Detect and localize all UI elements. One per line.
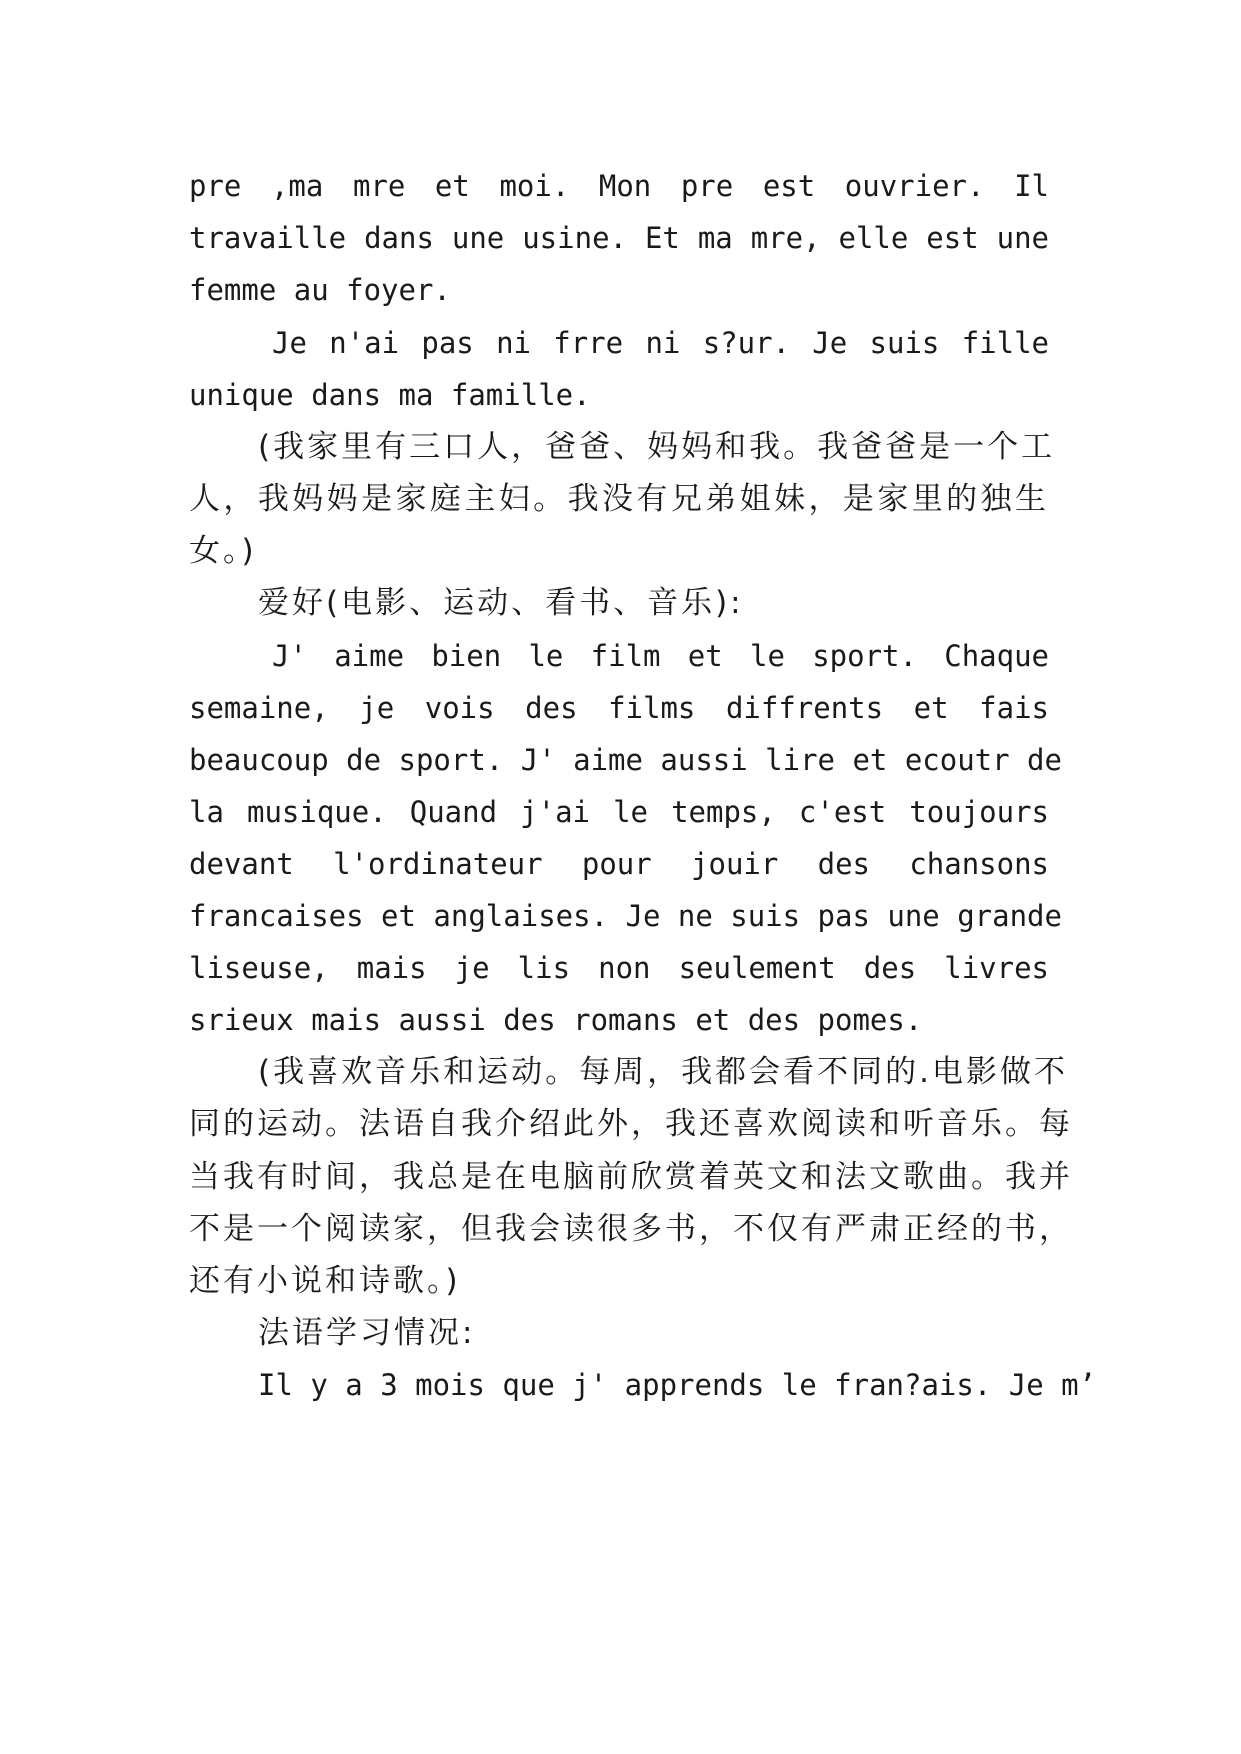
text-line: 还有小说和诗歌。)	[189, 1263, 461, 1299]
text-line: femme au foyer.	[189, 273, 451, 307]
text-line: la musique. Quand j'ai le temps, c'est toujours	[189, 795, 1049, 829]
section-heading: 爱好(电影、运动、看书、音乐):	[258, 585, 744, 621]
text-line: 当我有时间，我总是在电脑前欣赏着英文和法文歌曲。我并	[189, 1159, 1073, 1195]
text-line: Je n'ai pas ni frre ni s?ur. Je suis fille	[272, 326, 1049, 360]
text-line: (我家里有三口人，爸爸、妈妈和我。我爸爸是一个工	[258, 429, 1056, 465]
text-line: liseuse, mais je lis non seulement des livres	[189, 951, 1049, 985]
text-line: 女。)	[189, 533, 257, 569]
text-line: beaucoup de sport. J' aime aussi lire et ecoutr de	[189, 743, 1062, 777]
text-line: pre ,ma mre et moi. Mon pre est ouvrier. Il	[189, 169, 1049, 203]
text-line: unique dans ma famille.	[189, 378, 591, 412]
section-heading: 法语学习情况:	[258, 1315, 476, 1351]
text-line: srieux mais aussi des romans et des pomes.	[189, 1003, 923, 1037]
text-line: Il y a 3 mois que j' apprends le fran?ais. Je m’	[258, 1368, 1097, 1402]
text-line: 不是一个阅读家，但我会读很多书，不仅有严肃正经的书，	[189, 1211, 1073, 1247]
text-line: 人，我妈妈是家庭主妇。我没有兄弟姐妹，是家里的独生	[189, 481, 1049, 517]
text-line: (我喜欢音乐和运动。每周，我都会看不同的.电影做不	[258, 1054, 1068, 1090]
text-line: francaises et anglaises. Je ne suis pas une grande	[189, 899, 1062, 933]
text-line: travaille dans une usine. Et ma mre, elle est une	[189, 221, 1049, 255]
text-line: semaine, je vois des films diffrents et fais	[189, 691, 1049, 725]
text-line: J' aime bien le film et le sport. Chaque	[272, 639, 1049, 673]
text-line: devant l'ordinateur pour jouir des chansons	[189, 847, 1049, 881]
text-line: 同的运动。法语自我介绍此外，我还喜欢阅读和听音乐。每	[189, 1106, 1073, 1142]
